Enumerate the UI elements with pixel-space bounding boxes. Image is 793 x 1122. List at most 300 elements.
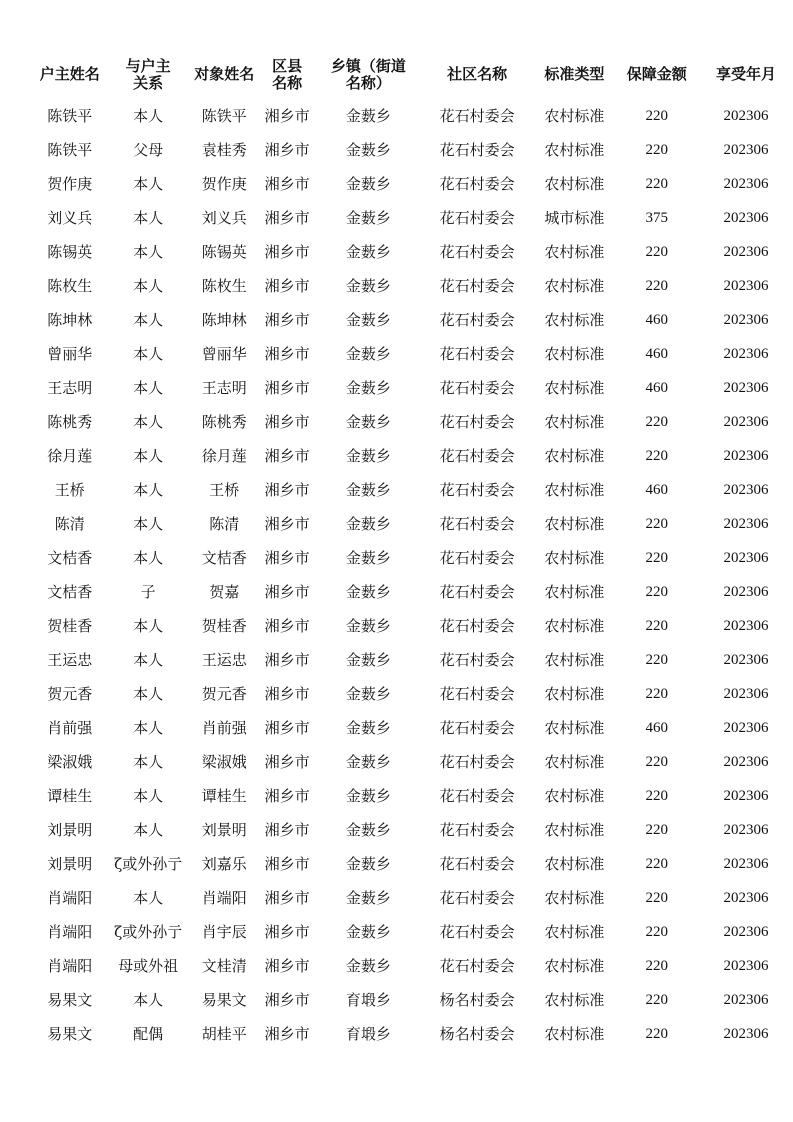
cell-recipient-name: 文桔香: [201, 549, 247, 567]
row-margin: [0, 915, 34, 949]
cell-household-head-name: 梁淑娥: [47, 753, 93, 771]
row-margin: [0, 201, 34, 235]
cell-benefit-amount: 220: [645, 244, 669, 260]
table-row: [0, 473, 793, 507]
cell-benefit-amount: 460: [645, 720, 669, 736]
header-label: 享受年月: [716, 65, 777, 83]
cell-relation-to-head: 本人: [133, 209, 164, 227]
cell-benefit-month: 202306: [723, 788, 769, 804]
table-row: [0, 167, 793, 201]
header-label: 保障金额: [626, 65, 687, 83]
cell-benefit-month: 202306: [723, 176, 769, 192]
cell-benefit-month: 202306: [723, 992, 769, 1008]
cell-benefit-amount: 220: [645, 176, 669, 192]
cell-standard-type: 农村标准: [544, 855, 605, 873]
cell-county-name: 湘乡市: [264, 175, 310, 193]
cell-household-head-name: 王志明: [47, 379, 93, 397]
header-relation-to-head: [105, 50, 191, 99]
row-margin: [0, 779, 34, 813]
cell-relation-to-head: 本人: [133, 379, 164, 397]
cell-township-name: 金薮乡: [345, 175, 391, 193]
cell-community-name: 花石村委会: [439, 753, 515, 771]
cell-recipient-name: 陈坤林: [201, 311, 247, 329]
cell-recipient-name: 陈锡英: [201, 243, 247, 261]
cell-benefit-month: 202306: [723, 448, 769, 464]
cell-benefit-amount: 220: [645, 278, 669, 294]
row-margin: [0, 609, 34, 643]
cell-relation-to-head: 本人: [133, 753, 164, 771]
cell-household-head-name: 陈坤林: [47, 311, 93, 329]
header-label: 与户主: [125, 56, 171, 75]
cell-household-head-name: 陈铁平: [47, 141, 93, 159]
cell-recipient-name: 袁桂秀: [201, 141, 247, 159]
cell-township-name: 金薮乡: [345, 719, 391, 737]
cell-community-name: 花石村委会: [439, 481, 515, 499]
cell-county-name: 湘乡市: [264, 787, 310, 805]
cell-community-name: 花石村委会: [439, 685, 515, 703]
cell-benefit-month: 202306: [723, 210, 769, 226]
cell-relation-to-head: 本人: [133, 413, 164, 431]
cell-recipient-name: 贺嘉: [209, 583, 240, 601]
cell-benefit-amount: 220: [645, 414, 669, 430]
cell-township-name: 金薮乡: [345, 141, 391, 159]
cell-recipient-name: 刘义兵: [201, 209, 247, 227]
cell-county-name: 湘乡市: [264, 447, 310, 465]
cell-relation-to-head: 本人: [133, 889, 164, 907]
cell-standard-type: 农村标准: [544, 141, 605, 159]
table-row: [0, 847, 793, 881]
header-household-head-name: [34, 50, 105, 99]
cell-benefit-month: 202306: [723, 686, 769, 702]
table-row: [0, 643, 793, 677]
cell-household-head-name: 易果文: [47, 991, 93, 1009]
row-margin: [0, 575, 34, 609]
cell-recipient-name: 肖端阳: [201, 889, 247, 907]
cell-benefit-amount: 220: [645, 448, 669, 464]
table-row: [0, 405, 793, 439]
table-header: [0, 50, 793, 99]
cell-benefit-month: 202306: [723, 414, 769, 430]
cell-household-head-name: 陈铁平: [47, 107, 93, 125]
row-margin: [0, 813, 34, 847]
cell-community-name: 花石村委会: [439, 515, 515, 533]
header-county-name: [257, 50, 317, 99]
cell-county-name: 湘乡市: [264, 889, 310, 907]
cell-standard-type: 农村标准: [544, 821, 605, 839]
cell-benefit-month: 202306: [723, 958, 769, 974]
cell-benefit-amount: 220: [645, 618, 669, 634]
table-row: [0, 337, 793, 371]
table-row: [0, 813, 793, 847]
cell-standard-type: 农村标准: [544, 617, 605, 635]
cell-benefit-month: 202306: [723, 890, 769, 906]
cell-benefit-month: 202306: [723, 856, 769, 872]
cell-county-name: 湘乡市: [264, 141, 310, 159]
cell-community-name: 花石村委会: [439, 719, 515, 737]
cell-household-head-name: 陈锡英: [47, 243, 93, 261]
cell-standard-type: 农村标准: [544, 1025, 605, 1043]
cell-relation-to-head: 本人: [133, 175, 164, 193]
table-row: [0, 983, 793, 1017]
cell-recipient-name: 陈清: [209, 515, 240, 533]
cell-community-name: 花石村委会: [439, 923, 515, 941]
cell-benefit-month: 202306: [723, 482, 769, 498]
cell-community-name: 花石村委会: [439, 413, 515, 431]
cell-community-name: 花石村委会: [439, 243, 515, 261]
cell-township-name: 金薮乡: [345, 379, 391, 397]
cell-standard-type: 农村标准: [544, 651, 605, 669]
cell-community-name: 花石村委会: [439, 651, 515, 669]
cell-benefit-amount: 220: [645, 992, 669, 1008]
cell-township-name: 金薮乡: [345, 481, 391, 499]
cell-benefit-month: 202306: [723, 244, 769, 260]
cell-benefit-amount: 375: [645, 210, 669, 226]
row-margin: [0, 269, 34, 303]
cell-township-name: 育塅乡: [345, 991, 391, 1009]
cell-benefit-amount: 220: [645, 856, 669, 872]
cell-recipient-name: 肖宇辰: [201, 923, 247, 941]
cell-township-name: 金薮乡: [345, 107, 391, 125]
cell-township-name: 金薮乡: [345, 923, 391, 941]
cell-recipient-name: 贺桂香: [201, 617, 247, 635]
cell-community-name: 花石村委会: [439, 447, 515, 465]
cell-county-name: 湘乡市: [264, 651, 310, 669]
cell-benefit-month: 202306: [723, 380, 769, 396]
header-standard-type: [534, 50, 614, 99]
cell-recipient-name: 陈枚生: [201, 277, 247, 295]
cell-recipient-name: 肖前强: [201, 719, 247, 737]
cell-relation-to-head: 本人: [133, 685, 164, 703]
cell-relation-to-head: 本人: [133, 107, 164, 125]
cell-county-name: 湘乡市: [264, 277, 310, 295]
cell-county-name: 湘乡市: [264, 243, 310, 261]
cell-household-head-name: 肖端阳: [47, 957, 93, 975]
cell-relation-to-head: 本人: [133, 243, 164, 261]
table-row: [0, 269, 793, 303]
cell-household-head-name: 肖端阳: [47, 889, 93, 907]
cell-county-name: 湘乡市: [264, 379, 310, 397]
cell-county-name: 湘乡市: [264, 107, 310, 125]
header-community-name: [420, 50, 534, 99]
cell-standard-type: 农村标准: [544, 107, 605, 125]
cell-relation-to-head: 子: [140, 583, 156, 601]
cell-community-name: 花石村委会: [439, 821, 515, 839]
cell-standard-type: 农村标准: [544, 889, 605, 907]
header-row: [0, 50, 793, 99]
header-label: 名称: [272, 73, 303, 92]
row-margin: [0, 541, 34, 575]
cell-township-name: 金薮乡: [345, 311, 391, 329]
cell-household-head-name: 王运忠: [47, 651, 93, 669]
row-margin: [0, 881, 34, 915]
cell-household-head-name: 刘景明: [47, 855, 93, 873]
cell-benefit-amount: 220: [645, 822, 669, 838]
cell-benefit-amount: 220: [645, 584, 669, 600]
cell-county-name: 湘乡市: [264, 821, 310, 839]
cell-household-head-name: 贺桂香: [47, 617, 93, 635]
cell-township-name: 金薮乡: [345, 957, 391, 975]
cell-household-head-name: 贺元香: [47, 685, 93, 703]
table-row: [0, 235, 793, 269]
cell-relation-to-head: 本人: [133, 651, 164, 669]
cell-relation-to-head: 本人: [133, 549, 164, 567]
cell-household-head-name: 刘景明: [47, 821, 93, 839]
cell-household-head-name: 贺作庚: [47, 175, 93, 193]
cell-relation-to-head: 父母: [133, 141, 164, 159]
cell-benefit-amount: 460: [645, 380, 669, 396]
row-margin: [0, 1017, 34, 1051]
cell-community-name: 花石村委会: [439, 379, 515, 397]
row-margin: [0, 337, 34, 371]
cell-recipient-name: 王运忠: [201, 651, 247, 669]
cell-benefit-month: 202306: [723, 550, 769, 566]
cell-recipient-name: 陈桃秀: [201, 413, 247, 431]
cell-county-name: 湘乡市: [264, 617, 310, 635]
table-row: [0, 745, 793, 779]
row-margin: [0, 99, 34, 133]
cell-relation-to-head: 本人: [133, 447, 164, 465]
cell-household-head-name: 徐月莲: [47, 447, 93, 465]
table-body: [0, 99, 793, 1051]
cell-community-name: 花石村委会: [439, 787, 515, 805]
cell-recipient-name: 梁淑娥: [201, 753, 247, 771]
cell-county-name: 湘乡市: [264, 583, 310, 601]
cell-standard-type: 农村标准: [544, 583, 605, 601]
cell-relation-to-head: 母或外祖: [118, 957, 179, 975]
table-row: [0, 575, 793, 609]
table-row: [0, 949, 793, 983]
cell-community-name: 花石村委会: [439, 549, 515, 567]
cell-community-name: 花石村委会: [439, 617, 515, 635]
header-label: 户主姓名: [39, 65, 100, 83]
table-row: [0, 133, 793, 167]
cell-township-name: 金薮乡: [345, 651, 391, 669]
cell-county-name: 湘乡市: [264, 923, 310, 941]
cell-relation-to-head: 配偶: [133, 1025, 164, 1043]
cell-county-name: 湘乡市: [264, 481, 310, 499]
cell-standard-type: 农村标准: [544, 685, 605, 703]
table-row: [0, 439, 793, 473]
cell-standard-type: 农村标准: [544, 481, 605, 499]
cell-benefit-amount: 220: [645, 754, 669, 770]
cell-recipient-name: 贺作庚: [201, 175, 247, 193]
cell-household-head-name: 陈清: [54, 515, 85, 533]
cell-recipient-name: 谭桂生: [201, 787, 247, 805]
header-label: 关系: [133, 73, 164, 92]
row-margin: [0, 473, 34, 507]
cell-standard-type: 农村标准: [544, 753, 605, 771]
cell-community-name: 花石村委会: [439, 345, 515, 363]
cell-standard-type: 农村标准: [544, 413, 605, 431]
cell-township-name: 育塅乡: [345, 1025, 391, 1043]
cell-county-name: 湘乡市: [264, 515, 310, 533]
cell-township-name: 金薮乡: [345, 447, 391, 465]
cell-community-name: 花石村委会: [439, 107, 515, 125]
cell-standard-type: 农村标准: [544, 515, 605, 533]
cell-county-name: 湘乡市: [264, 549, 310, 567]
cell-township-name: 金薮乡: [345, 753, 391, 771]
cell-benefit-month: 202306: [723, 584, 769, 600]
cell-benefit-amount: 220: [645, 788, 669, 804]
cell-standard-type: 农村标准: [544, 345, 605, 363]
cell-community-name: 花石村委会: [439, 141, 515, 159]
cell-benefit-amount: 220: [645, 686, 669, 702]
cell-community-name: 花石村委会: [439, 583, 515, 601]
header-township-name: [317, 50, 420, 99]
cell-township-name: 金薮乡: [345, 583, 391, 601]
cell-benefit-amount: 220: [645, 1026, 669, 1042]
table-row: [0, 915, 793, 949]
header-label: 乡镇（街道: [330, 56, 406, 75]
row-margin: [0, 847, 34, 881]
cell-township-name: 金薮乡: [345, 549, 391, 567]
header-benefit-month: [699, 50, 793, 99]
cell-county-name: 湘乡市: [264, 753, 310, 771]
table-row: [0, 609, 793, 643]
table-row: [0, 541, 793, 575]
cell-recipient-name: 王桥: [209, 481, 240, 499]
cell-community-name: 杨名村委会: [439, 991, 515, 1009]
cell-benefit-month: 202306: [723, 652, 769, 668]
row-margin: [0, 745, 34, 779]
row-margin: [0, 235, 34, 269]
cell-benefit-amount: 220: [645, 958, 669, 974]
cell-recipient-name: 易果文: [201, 991, 247, 1009]
cell-recipient-name: 刘景明: [201, 821, 247, 839]
header-label: 区县: [272, 56, 303, 75]
cell-standard-type: 农村标准: [544, 787, 605, 805]
row-margin: [0, 711, 34, 745]
cell-township-name: 金薮乡: [345, 821, 391, 839]
cell-relation-to-head: ζ或外孙亍: [114, 923, 183, 941]
row-margin: [0, 439, 34, 473]
cell-household-head-name: 文桔香: [47, 583, 93, 601]
cell-benefit-month: 202306: [723, 822, 769, 838]
cell-township-name: 金薮乡: [345, 889, 391, 907]
cell-relation-to-head: 本人: [133, 345, 164, 363]
cell-standard-type: 农村标准: [544, 379, 605, 397]
relief-roster-table: [0, 50, 793, 1051]
cell-county-name: 湘乡市: [264, 991, 310, 1009]
cell-township-name: 金薮乡: [345, 345, 391, 363]
cell-township-name: 金薮乡: [345, 243, 391, 261]
cell-county-name: 湘乡市: [264, 685, 310, 703]
cell-relation-to-head: 本人: [133, 719, 164, 737]
cell-household-head-name: 谭桂生: [47, 787, 93, 805]
header-label: 名称）: [345, 73, 391, 92]
cell-benefit-amount: 220: [645, 550, 669, 566]
header-benefit-amount: [614, 50, 699, 99]
cell-community-name: 花石村委会: [439, 277, 515, 295]
cell-relation-to-head: ζ或外孙亍: [114, 855, 183, 873]
cell-household-head-name: 陈枚生: [47, 277, 93, 295]
cell-benefit-amount: 220: [645, 890, 669, 906]
cell-recipient-name: 徐月莲: [201, 447, 247, 465]
row-margin: [0, 949, 34, 983]
cell-household-head-name: 曾丽华: [47, 345, 93, 363]
cell-benefit-month: 202306: [723, 1026, 769, 1042]
cell-township-name: 金薮乡: [345, 685, 391, 703]
cell-recipient-name: 贺元香: [201, 685, 247, 703]
cell-community-name: 花石村委会: [439, 311, 515, 329]
table-row: [0, 507, 793, 541]
cell-household-head-name: 王桥: [54, 481, 85, 499]
cell-community-name: 花石村委会: [439, 957, 515, 975]
cell-community-name: 花石村委会: [439, 855, 515, 873]
cell-county-name: 湘乡市: [264, 719, 310, 737]
cell-benefit-month: 202306: [723, 754, 769, 770]
cell-township-name: 金薮乡: [345, 787, 391, 805]
row-margin: [0, 405, 34, 439]
cell-relation-to-head: 本人: [133, 991, 164, 1009]
cell-county-name: 湘乡市: [264, 345, 310, 363]
row-margin: [0, 303, 34, 337]
cell-relation-to-head: 本人: [133, 311, 164, 329]
cell-standard-type: 农村标准: [544, 719, 605, 737]
table-row: [0, 779, 793, 813]
table-row: [0, 371, 793, 405]
table-row: [0, 677, 793, 711]
cell-relation-to-head: 本人: [133, 821, 164, 839]
cell-relation-to-head: 本人: [133, 481, 164, 499]
cell-county-name: 湘乡市: [264, 855, 310, 873]
header-label: 对象姓名: [194, 65, 255, 83]
cell-county-name: 湘乡市: [264, 209, 310, 227]
cell-township-name: 金薮乡: [345, 209, 391, 227]
row-margin: [0, 167, 34, 201]
table-row: [0, 711, 793, 745]
cell-township-name: 金薮乡: [345, 515, 391, 533]
cell-county-name: 湘乡市: [264, 311, 310, 329]
cell-benefit-month: 202306: [723, 924, 769, 940]
row-margin: [0, 371, 34, 405]
cell-county-name: 湘乡市: [264, 413, 310, 431]
cell-household-head-name: 陈桃秀: [47, 413, 93, 431]
cell-benefit-month: 202306: [723, 516, 769, 532]
cell-benefit-amount: 460: [645, 482, 669, 498]
cell-township-name: 金薮乡: [345, 617, 391, 635]
table-row: [0, 303, 793, 337]
cell-standard-type: 农村标准: [544, 243, 605, 261]
cell-benefit-amount: 220: [645, 108, 669, 124]
cell-standard-type: 农村标准: [544, 923, 605, 941]
cell-benefit-amount: 220: [645, 142, 669, 158]
cell-county-name: 湘乡市: [264, 1025, 310, 1043]
cell-benefit-amount: 460: [645, 346, 669, 362]
header-recipient-name: [191, 50, 257, 99]
cell-standard-type: 农村标准: [544, 957, 605, 975]
cell-household-head-name: 刘义兵: [47, 209, 93, 227]
cell-standard-type: 城市标准: [544, 209, 605, 227]
cell-household-head-name: 易果文: [47, 1025, 93, 1043]
row-margin: [0, 133, 34, 167]
cell-standard-type: 农村标准: [544, 549, 605, 567]
cell-community-name: 花石村委会: [439, 175, 515, 193]
table-row: [0, 881, 793, 915]
cell-benefit-amount: 220: [645, 652, 669, 668]
cell-community-name: 杨名村委会: [439, 1025, 515, 1043]
table-row: [0, 99, 793, 133]
cell-household-head-name: 肖前强: [47, 719, 93, 737]
cell-relation-to-head: 本人: [133, 277, 164, 295]
cell-standard-type: 农村标准: [544, 277, 605, 295]
cell-standard-type: 农村标准: [544, 447, 605, 465]
cell-recipient-name: 王志明: [201, 379, 247, 397]
cell-benefit-month: 202306: [723, 312, 769, 328]
row-margin: [0, 983, 34, 1017]
cell-township-name: 金薮乡: [345, 413, 391, 431]
row-margin: [0, 643, 34, 677]
